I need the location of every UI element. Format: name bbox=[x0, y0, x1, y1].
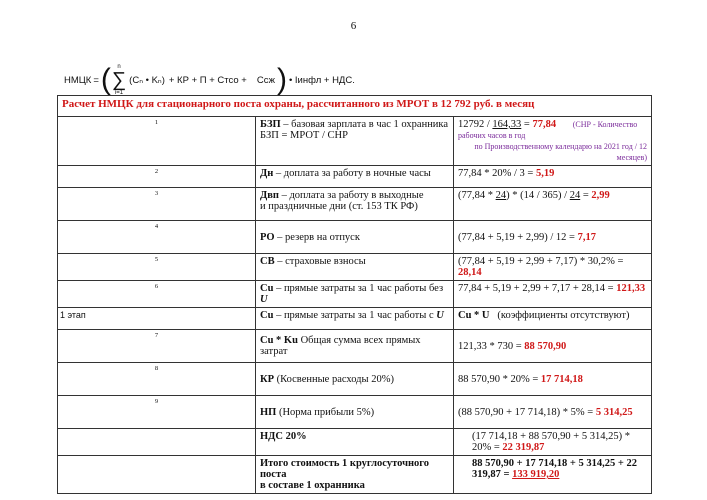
nmck-formula bbox=[64, 62, 357, 98]
formula-open-paren: ( bbox=[100, 63, 111, 96]
formula-close-paren: ) bbox=[276, 63, 287, 96]
formula-tail: • Iинфл + НДС. bbox=[288, 74, 355, 86]
table-row-vat: НДС 20% (17 714,18 + 88 570,90 + 5 314,25) * 20% = 22 319,87 bbox=[58, 429, 652, 456]
table-row-total: Итого стоимость 1 круглосуточного поста в составе 1 охранника 88 570,90 + 17 714,18 + 5 314,25 + 22 319,87 = 133 919,20 bbox=[58, 456, 652, 494]
table-row: 3 Двп – доплата за работу в выходные и праздничные дни (ст. 153 ТК РФ) (77,84 * 24) * (14 / 365) / 24 = 2,99 bbox=[58, 188, 652, 221]
table-row-stage: 1 этап Cu – прямые затраты за 1 час работы с U Cu * U (коэффициенты отсутствуют) bbox=[58, 308, 652, 330]
formula-mid: + КР + П + Cтсо + bbox=[168, 74, 247, 86]
note-snr: (СНР - Количество рабочих часов в год bbox=[458, 120, 638, 140]
page-number: 6 bbox=[350, 20, 357, 32]
table-row: 7 Cu * Ku Общая сумма всех прямых затрат 121,33 * 730 = 88 570,90 bbox=[58, 330, 652, 363]
formula-lhs: НМЦК bbox=[64, 74, 92, 86]
formula-equals: = bbox=[93, 74, 99, 86]
table-row: 8 КР (Косвенные расходы 20%) 88 570,90 * 20% = 17 714,18 bbox=[58, 363, 652, 396]
table-row: 4 РО – резерв на отпуск (77,84 + 5,19 + 2,99) / 12 = 7,17 bbox=[58, 221, 652, 254]
formula-inner: (Cₙ • Kₙ) bbox=[129, 74, 165, 86]
calculation-table bbox=[57, 95, 652, 494]
table-title-row bbox=[58, 96, 652, 117]
table-row: 9 НП (Норма прибыли 5%) (88 570,90 + 17 714,18) * 5% = 5 314,25 bbox=[58, 396, 652, 429]
sum-icon: n ∑ i=1 bbox=[111, 64, 127, 96]
table-title: Расчет НМЦК для стационарного поста охраны, рассчитанного из МРОТ в 12 792 руб. в месяц bbox=[58, 96, 652, 117]
table-row: 2 Дн – доплата за работу в ночные часы 77,84 * 20% / 3 = 5,19 bbox=[58, 166, 652, 188]
table-row: 5 СВ – страховые взносы (77,84 + 5,19 + 2,99 + 7,17) * 30,2% = 28,14 bbox=[58, 254, 652, 281]
formula-csk: Cсж bbox=[256, 74, 275, 86]
table-row: 6 Cu – прямые затраты за 1 час работы без U 77,84 + 5,19 + 2,99 + 7,17 + 28,14 = 121,33 bbox=[58, 281, 652, 308]
table-row: 1 БЗП – базовая зарплата в час 1 охранника БЗП = МРОТ / СНР 12792 / 164,33 = 77,84 (СНР - Количество рабочих часов в год по Производственному календарю на 2021 год / 12 месяцев) bbox=[58, 117, 652, 166]
